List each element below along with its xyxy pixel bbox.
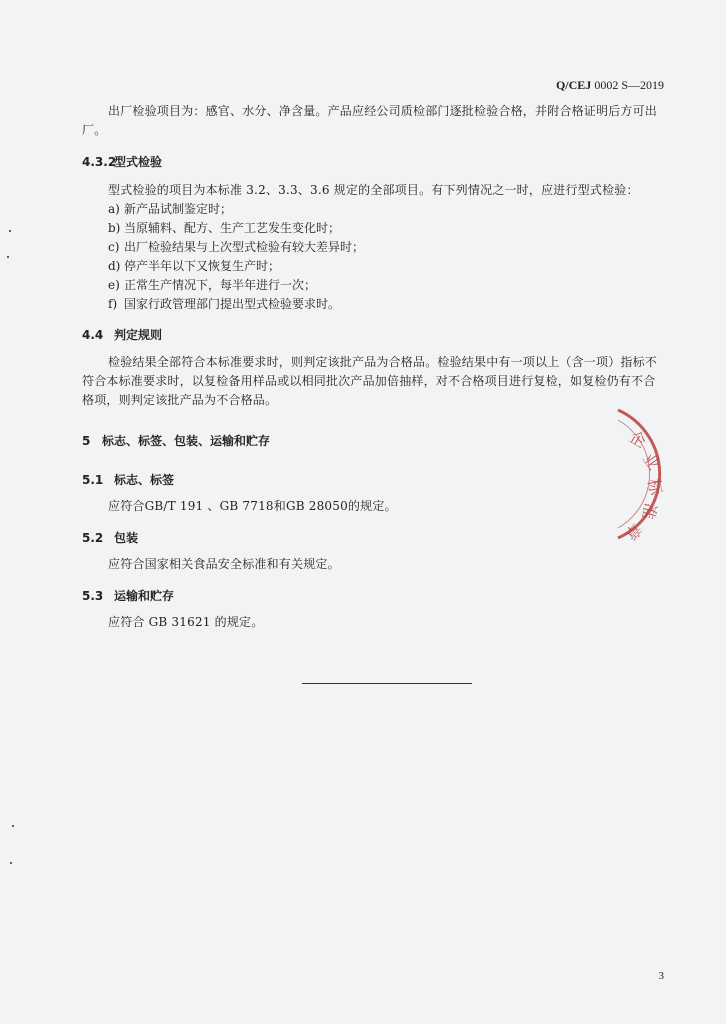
- section-number: 5.1: [82, 473, 104, 487]
- svg-text:企: 企: [626, 427, 650, 452]
- scan-speck: [10, 862, 12, 864]
- section-5-2-heading: [82, 529, 138, 546]
- section-5-2-paragraph: 应符合国家相关食品安全标准和有关规定。: [108, 557, 340, 571]
- section-title: 判定规则: [114, 328, 163, 342]
- list-text: 停产半年以下又恢复生产时；: [124, 259, 281, 273]
- scan-speck: [7, 256, 9, 258]
- list-item: [108, 276, 316, 295]
- scan-speck: [9, 230, 11, 232]
- section-5-heading: [82, 432, 270, 449]
- list-mark: f): [108, 297, 118, 311]
- list-mark: d): [108, 259, 121, 273]
- list-item: [108, 295, 340, 314]
- section-number: 4.3.2: [82, 155, 117, 169]
- end-divider: [302, 683, 472, 684]
- section-title: 包装: [114, 531, 139, 545]
- section-number: 5.2: [82, 531, 104, 545]
- section-number: 5: [82, 434, 91, 448]
- section-4-3-2-heading: [82, 153, 162, 170]
- list-text: 出厂检验结果与上次型式检验有较大差异时；: [124, 240, 365, 254]
- section-title: 型式检验: [114, 155, 163, 169]
- list-item: [108, 200, 232, 219]
- list-text: 新产品试制鉴定时；: [124, 202, 233, 216]
- page-number: 3: [658, 970, 664, 982]
- type-inspection-paragraph: 型式检验的项目为本标准 3.2、3.3、3.6 规定的全部项目。有下列情况之一时，应进行型式检验：: [108, 183, 639, 197]
- svg-text:章: 章: [620, 519, 646, 544]
- section-4-4-heading: [82, 326, 162, 343]
- list-text: 国家行政管理部门提出型式检验要求时。: [124, 297, 341, 311]
- list-mark: b): [108, 221, 121, 235]
- list-mark: e): [108, 278, 120, 292]
- list-item: [108, 219, 340, 238]
- section-title: 运输和贮存: [114, 589, 175, 603]
- list-text: 正常生产情况下，每半年进行一次；: [124, 278, 317, 292]
- list-item: [108, 257, 280, 276]
- section-title: 标志、标签: [114, 473, 175, 487]
- section-5-3-heading: [82, 587, 174, 604]
- list-mark: a): [108, 202, 120, 216]
- list-item: [108, 238, 364, 257]
- section-5-1-paragraph: 应符合GB/T 191 、GB 7718和GB 28050的规定。: [108, 499, 397, 513]
- factory-inspection-paragraph: 出厂检验项目为：感官、水分、净含量。产品应经公司质检部门逐批检验合格，并附合格证明后方可出厂。: [82, 104, 658, 137]
- list-text: 当原辅料、配方、生产工艺发生变化时；: [124, 221, 341, 235]
- svg-text:准: 准: [637, 500, 661, 522]
- scan-speck: [12, 825, 14, 827]
- section-5-3-paragraph: 应符合 GB 31621 的规定。: [108, 615, 264, 629]
- svg-text:业: 业: [638, 449, 664, 474]
- section-5-1-heading: [82, 471, 174, 488]
- section-title: 标志、标签、包装、运输和贮存: [102, 434, 271, 448]
- enterprise-standard-seal: [598, 400, 688, 550]
- standard-code-prefix: Q/CEJ: [555, 78, 592, 92]
- standard-code-number: 0002 S—2019: [591, 78, 664, 92]
- standard-code: [556, 78, 664, 93]
- section-number: 4.4: [82, 328, 104, 342]
- list-mark: c): [108, 240, 120, 254]
- svg-text:标: 标: [644, 477, 666, 497]
- section-number: 5.3: [82, 589, 104, 603]
- judgement-paragraph: 检验结果全部符合本标准要求时，则判定该批产品为合格品。检验结果中有一项以上（含一项）指标不符合本标准要求时，以复检备用样品或以相同批次产品加倍抽样，对不合格项目进行复检，如复检仍有不合格项，则判定该批产品为不合格品。: [82, 355, 658, 407]
